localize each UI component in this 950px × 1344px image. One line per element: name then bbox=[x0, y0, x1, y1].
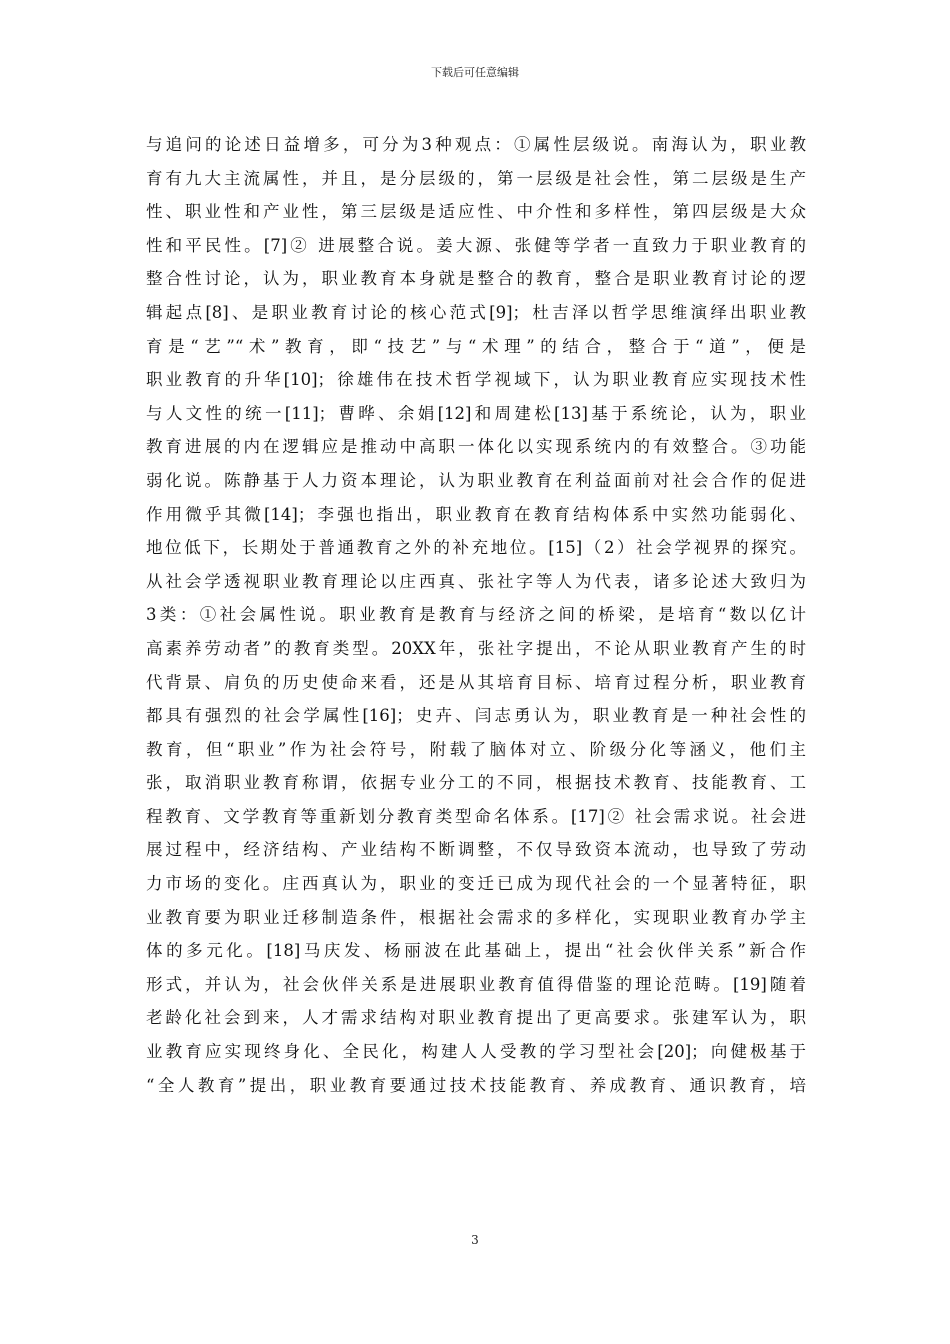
text-line: 体的多元化。[18]马庆发、杨丽波在此基础上，提出“社会伙伴关系”新合作 bbox=[146, 941, 806, 961]
text-line: 代背景、肩负的历史使命来看，还是从其培育目标、培育过程分析，职业教育 bbox=[146, 672, 806, 692]
text-line: 作用微乎其微[14]；李强也指出，职业教育在教育结构体系中实然功能弱化、 bbox=[146, 504, 806, 524]
text-line: 整合性讨论，认为，职业教育本身就是整合的教育，整合是职业教育讨论的逻 bbox=[146, 269, 806, 289]
text-line: 业教育应实现终身化、全民化，构建人人受教的学习型社会[20]；向健极基于 bbox=[146, 1042, 806, 1062]
text-line: “全人教育”提出，职业教育要通过技术技能教育、养成教育、通识教育，培 bbox=[146, 1075, 806, 1095]
text-line: 性、职业性和产业性，第三层级是适应性、中介性和多样性，第四层级是大众 bbox=[146, 202, 806, 222]
page-header: 下载后可任意编辑 bbox=[431, 66, 519, 79]
text-line: 从社会学透视职业教育理论以庄西真、张社字等人为代表，诸多论述大致归为 bbox=[146, 571, 806, 591]
text-line: 性和平民性。[7]② 进展整合说。姜大源、张健等学者一直致力于职业教育的 bbox=[146, 235, 806, 255]
text-line: 与追问的论述日益增多，可分为3种观点：①属性层级说。南海认为，职业教 bbox=[146, 135, 806, 154]
text-line: 弱化说。陈静基于人力资本理论，认为职业教育在利益面前对社会合作的促进 bbox=[146, 470, 806, 490]
text-line: 辑起点[8]、是职业教育讨论的核心范式[9]；杜吉泽以哲学思维演绎出职业教 bbox=[146, 302, 806, 322]
text-line: 张，取消职业教育称谓，依据专业分工的不同，根据技术教育、技能教育、工 bbox=[146, 773, 806, 793]
text-line: 教育，但“职业”作为社会符号，附载了脑体对立、阶级分化等涵义，他们主 bbox=[146, 739, 806, 759]
text-line: 地位低下，长期处于普通教育之外的补充地位。[15]（2）社会学视界的探究。 bbox=[146, 538, 806, 558]
text-line: 程教育、文学教育等重新划分教育类型命名体系。[17]② 社会需求说。社会进 bbox=[146, 806, 806, 826]
text-line: 育是“艺”“术”教育，即“技艺”与“术理”的结合，整合于“道”，便是 bbox=[146, 336, 806, 356]
text-line: 教育进展的内在逻辑应是推动中高职一体化以实现系统内的有效整合。③功能 bbox=[146, 437, 806, 457]
text-line: 力市场的变化。庄西真认为，职业的变迁已成为现代社会的一个显著特征，职 bbox=[146, 874, 806, 894]
text-line: 职业教育的升华[10]；徐雄伟在技术哲学视域下，认为职业教育应实现技术性 bbox=[146, 370, 806, 390]
text-line: 业教育要为职业迁移制造条件，根据社会需求的多样化，实现职业教育办学主 bbox=[146, 907, 806, 927]
text-line: 形式，并认为，社会伙伴关系是进展职业教育值得借鉴的理论范畴。[19]随着 bbox=[146, 974, 806, 994]
text-line: 老龄化社会到来，人才需求结构对职业教育提出了更高要求。张建军认为，职 bbox=[146, 1008, 806, 1028]
body-text bbox=[146, 128, 806, 1102]
text-line: 展过程中，经济结构、产业结构不断调整，不仅导致资本流动，也导致了劳动 bbox=[146, 840, 806, 860]
text-line: 与人文性的统一[11]；曹晔、余娟[12]和周建松[13]基于系统论，认为，职业 bbox=[146, 403, 806, 423]
page-number: 3 bbox=[471, 1233, 479, 1247]
text-line: 高素养劳动者”的教育类型。20XX年，张社字提出，不论从职业教育产生的时 bbox=[146, 638, 806, 658]
text-line: 3类：①社会属性说。职业教育是教育与经济之间的桥梁，是培育“数以亿计 bbox=[146, 605, 806, 625]
text-line: 育有九大主流属性，并且，是分层级的，第一层级是社会性，第二层级是生产 bbox=[146, 168, 806, 188]
text-line: 都具有强烈的社会学属性[16]；史卉、闫志勇认为，职业教育是一种社会性的 bbox=[146, 706, 806, 726]
